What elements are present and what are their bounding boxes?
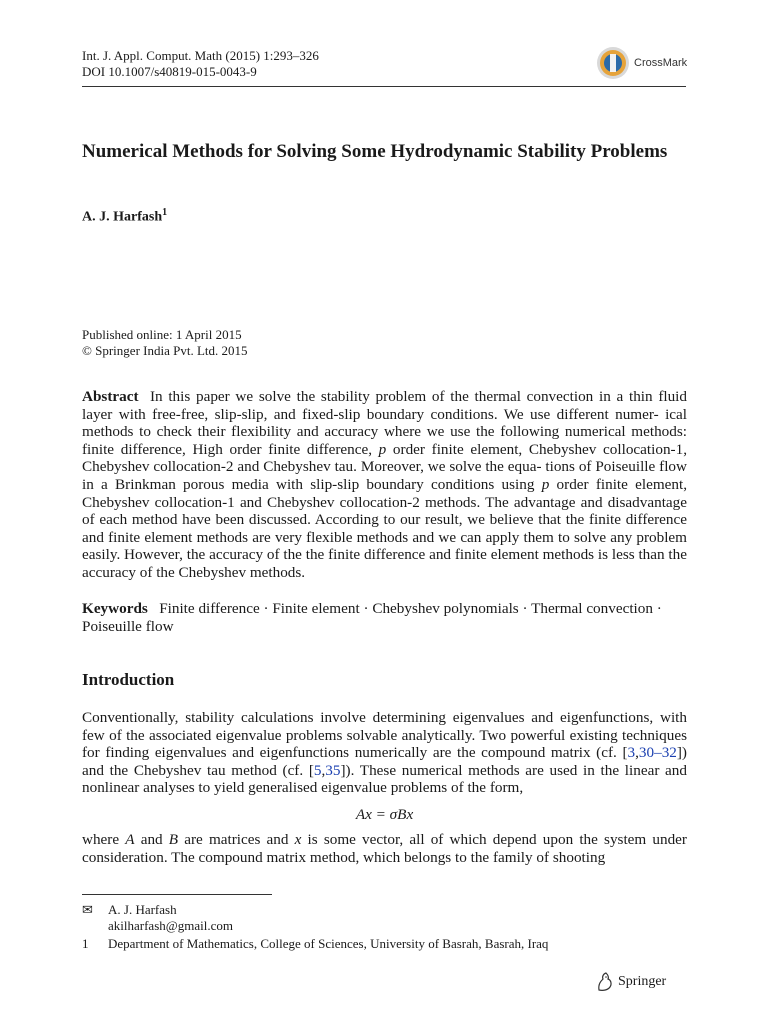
doi[interactable]: DOI 10.1007/s40819-015-0043-9 bbox=[82, 64, 257, 79]
keywords-label: Keywords bbox=[82, 600, 148, 617]
author-affiliation-mark: 1 bbox=[162, 207, 168, 218]
publication-info bbox=[82, 327, 248, 359]
affiliation-text: Department of Mathematics, College of Sciences, University of Basrah, Basrah, Iraq bbox=[108, 936, 549, 951]
correspondence-footnote bbox=[82, 902, 233, 934]
abstract-p-symbol: p bbox=[378, 440, 387, 458]
abstract-text: order finite element, Chebyshev collocation-1 and Chebyshev collocation-2 methods. The advantage and disadvantage of each method have been discussed. According to our result, we believe that the finite difference and finite element methods are very flexible methods and we can apply them to solve any problem easily. However, the accuracy of the the finite difference and finite element methods is less than the accuracy of the Chebyshev methods. bbox=[82, 475, 687, 581]
abstract-text: order finite element, Chebyshev collocation-1, Chebyshev collocation-2 and Chebyshev tau. Moreover, we solve the equa- tions of Poiseuille flow in a Brinkman porous media with slip-slip boundary conditions using bbox=[82, 440, 687, 493]
journal-header bbox=[82, 48, 319, 80]
keywords bbox=[82, 600, 687, 635]
published-date: Published online: 1 April 2015 bbox=[82, 327, 242, 342]
header-rule bbox=[82, 86, 686, 87]
section-heading-introduction: Introduction bbox=[82, 670, 175, 689]
keywords-list: Finite difference · Finite element · Chebyshev polynomials · Thermal convection · Poiseuille flow bbox=[82, 600, 662, 635]
copyright: © Springer India Pvt. Ltd. 2015 bbox=[82, 343, 248, 358]
intro-paragraph bbox=[82, 831, 687, 866]
springer-wordmark: Springer bbox=[618, 974, 667, 989]
author-name[interactable]: A. J. Harfash bbox=[82, 209, 163, 225]
abstract-label: Abstract bbox=[82, 388, 139, 405]
citation-link[interactable]: 35 bbox=[325, 761, 341, 779]
citation-link[interactable]: 30–32 bbox=[638, 744, 677, 762]
intro-text: is some vector, all of which depend upon the system under consideration. The compound matrix method, which belongs to the family of shooting bbox=[82, 831, 687, 866]
affiliation-mark: 1 bbox=[82, 936, 89, 951]
footnote-author: A. J. Harfash bbox=[108, 902, 177, 917]
intro-text: ]). These numerical methods are used in the linear and nonlinear analyses to yield generalised eigenvalue problems of the form, bbox=[82, 761, 687, 797]
envelope-icon: ✉ bbox=[82, 902, 93, 917]
crossmark-label: CrossMark bbox=[634, 57, 688, 69]
intro-text: are matrices and bbox=[178, 831, 295, 848]
citation-separator: , bbox=[635, 744, 639, 762]
intro-paragraph bbox=[82, 709, 687, 797]
intro-text: where bbox=[82, 831, 126, 848]
crossmark-icon bbox=[596, 46, 630, 80]
springer-logo bbox=[596, 972, 666, 992]
citation-link[interactable]: 5 bbox=[313, 761, 322, 779]
journal-citation: Int. J. Appl. Comput. Math (2015) 1:293–326 bbox=[82, 48, 319, 63]
affiliation-footnote bbox=[82, 936, 548, 952]
intro-text: Conventionally, stability calculations involve determining eigenvalues and eigenfunctions, with few of the associated eigenvalue problems solvable analytically. Two powerful existing techniques for finding eigenvalues and eigenfunctions numerically are the compound matrix (cf. [ bbox=[82, 709, 687, 762]
abstract bbox=[82, 388, 687, 582]
citation-separator: , bbox=[321, 761, 326, 779]
math-symbol: x bbox=[294, 831, 302, 848]
footnote-rule bbox=[82, 894, 272, 895]
intro-text: ]) and the Chebyshev tau method (cf. [ bbox=[82, 744, 687, 779]
author-line bbox=[82, 207, 167, 226]
springer-horse-icon bbox=[596, 972, 614, 992]
intro-text: and bbox=[134, 831, 169, 848]
crossmark-badge[interactable] bbox=[596, 46, 687, 80]
equation: Ax = σBx bbox=[355, 806, 414, 823]
citation-link[interactable]: 3 bbox=[627, 744, 636, 762]
math-symbol: A bbox=[125, 831, 135, 848]
abstract-p-symbol: p bbox=[541, 475, 550, 493]
author-email[interactable]: akilharfash@gmail.com bbox=[108, 918, 233, 933]
abstract-text: In this paper we solve the stability problem of the thermal convection in a thin fluid layer with free-free, slip-slip, and fixed-slip boundary conditions. We use different numer- ical methods to check their flexibility and accuracy where we use the following numerical methods: finite difference, High order finite difference, bbox=[82, 388, 687, 458]
article-title: Numerical Methods for Solving Some Hydrodynamic Stability Problems bbox=[82, 141, 668, 162]
math-symbol: B bbox=[168, 831, 179, 848]
